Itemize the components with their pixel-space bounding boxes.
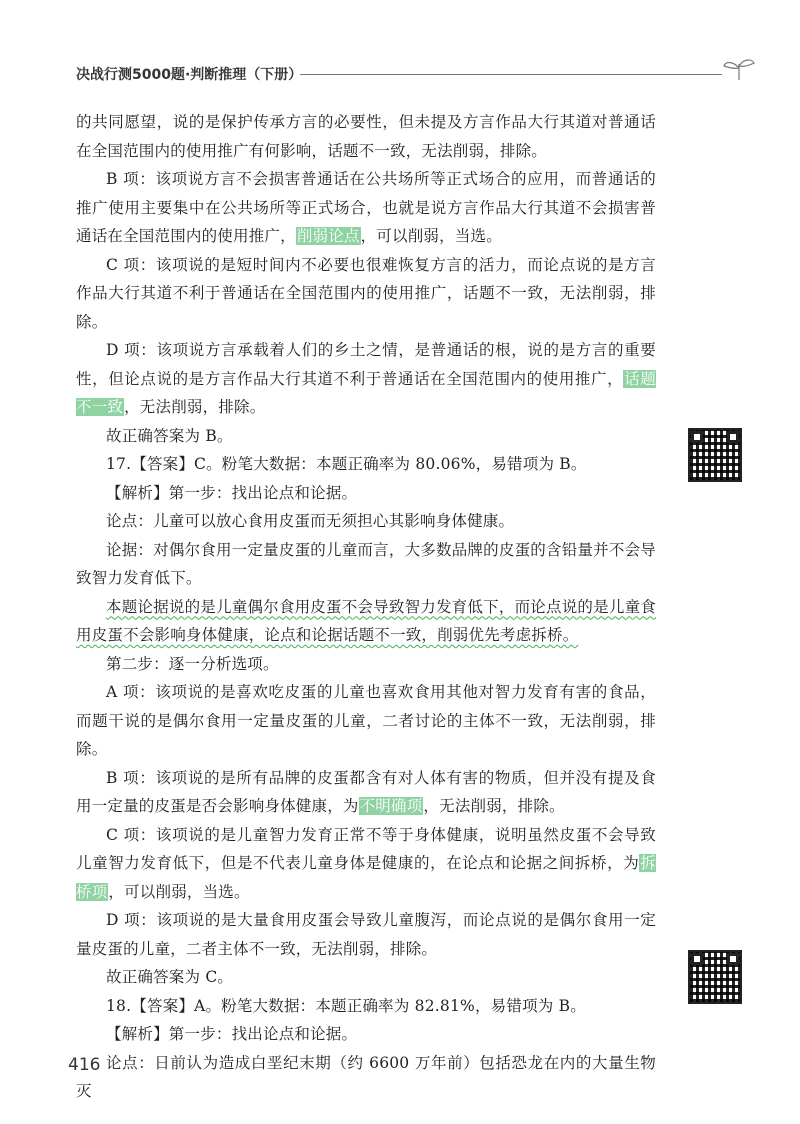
paragraph-option-a-17: A 项：该项说的是喜欢吃皮蛋的儿童也喜欢食用其他对智力发育有害的食品，而题干说的是偶尔食用一定量皮蛋的儿童，二者讨论的主体不一致，无法削弱，排除。 [76, 683, 656, 758]
book-title: 决战行测5000题·判断推理（下册） [76, 64, 308, 84]
highlight-tag: 拆桥项 [76, 854, 656, 901]
analysis-note-17: 本题论据说的是儿童偶尔食用皮蛋不会导致智力发育低下，而论点说的是儿童食用皮蛋不会影响身体健康，论点和论据话题不一致，削弱优先考虑拆桥。 [76, 597, 656, 644]
analysis-step2-17: 第二步：逐一分析选项。 [106, 654, 279, 673]
sprout-icon [722, 56, 756, 82]
answer-header-18: 18.【答案】A。粉笔大数据：本题正确率为 82.81%，易错项为 B。 [106, 996, 586, 1015]
argument-claim-17: 论点：儿童可以放心食用皮蛋而无须担心其影响身体健康。 [106, 512, 515, 530]
qr-code-icon [688, 428, 742, 482]
answer-conclusion-17: 故正确答案为 C。 [106, 968, 234, 986]
paragraph-option-c-17: C 项：该项说的是儿童智力发育正常不等于身体健康，说明虽然皮蛋不会导致儿童智力发育低下，但是不代表儿童身体是健康的，在论点和论据之间拆桥，为拆桥项，可以削弱，当选。 [76, 825, 656, 901]
paragraph-option-c-16: C 项：该项说的是短时间内不必要也很难恢复方言的活力，而论点说的是方言作品大行其道不利于普通话在全国范围内的使用推广，话题不一致，无法削弱，排除。 [76, 255, 656, 331]
analysis-step1-17: 【解析】第一步：找出论点和论据。 [106, 483, 358, 502]
highlight-tag: 不明确项 [359, 797, 423, 815]
argument-claim-18: 论点：日前认为造成白垩纪末期（约 6600 万年前）包括恐龙在内的大量生物灭 [76, 1053, 656, 1100]
highlight-tag: 话题不一致 [76, 369, 656, 416]
highlight-tag: 削弱论点 [296, 227, 360, 245]
header-rule [300, 74, 722, 75]
paragraph-option-b-16: B 项：该项说方言不会损害普通话在公共场所等正式场合的应用，而普通话的推广使用主要集中在公共场所等正式场合，也就是说方言作品大行其道不会损害普通话在全国范围内的使用推广，削弱论点，可以削弱，当选。 [76, 170, 656, 245]
qr-code-icon [688, 950, 742, 1004]
answer-conclusion-16: 故正确答案为 B。 [106, 426, 233, 445]
page-number: 416 [68, 1055, 101, 1075]
paragraph-option-d-16: D 项：该项说方言承载着人们的乡土之情，是普通话的根，说的是方言的重要性，但论点说的是方言作品大行其道不利于普通话在全国范围内的使用推广，话题不一致，无法削弱，排除。 [76, 341, 656, 416]
paragraph-option-b-17: B 项：该项说的是所有品牌的皮蛋都含有对人体有害的物质，但并没有提及食用一定量的皮蛋是否会影响身体健康，为不明确项，无法削弱，排除。 [76, 768, 656, 815]
argument-evidence-17: 论据：对偶尔食用一定量皮蛋的儿童而言，大多数品牌的皮蛋的含铅量并不会导致智力发育低下。 [76, 540, 656, 587]
paragraph-1: 的共同愿望，说的是保护传承方言的必要性，但未提及方言作品大行其道对普通话在全国范围内的使用推广有何影响，话题不一致，无法削弱，排除。 [76, 113, 656, 160]
analysis-step1-18: 【解析】第一步：找出论点和论据。 [106, 1025, 358, 1043]
paragraph-option-d-17: D 项：该项说的是大量食用皮蛋会导致儿童腹泻，而论点说的是偶尔食用一定量皮蛋的儿童，二者主体不一致，无法削弱，排除。 [76, 911, 656, 958]
page-body [76, 108, 656, 1106]
answer-header-17: 17.【答案】C。粉笔大数据：本题正确率为 80.06%，易错项为 B。 [106, 455, 587, 473]
running-header [76, 62, 756, 86]
